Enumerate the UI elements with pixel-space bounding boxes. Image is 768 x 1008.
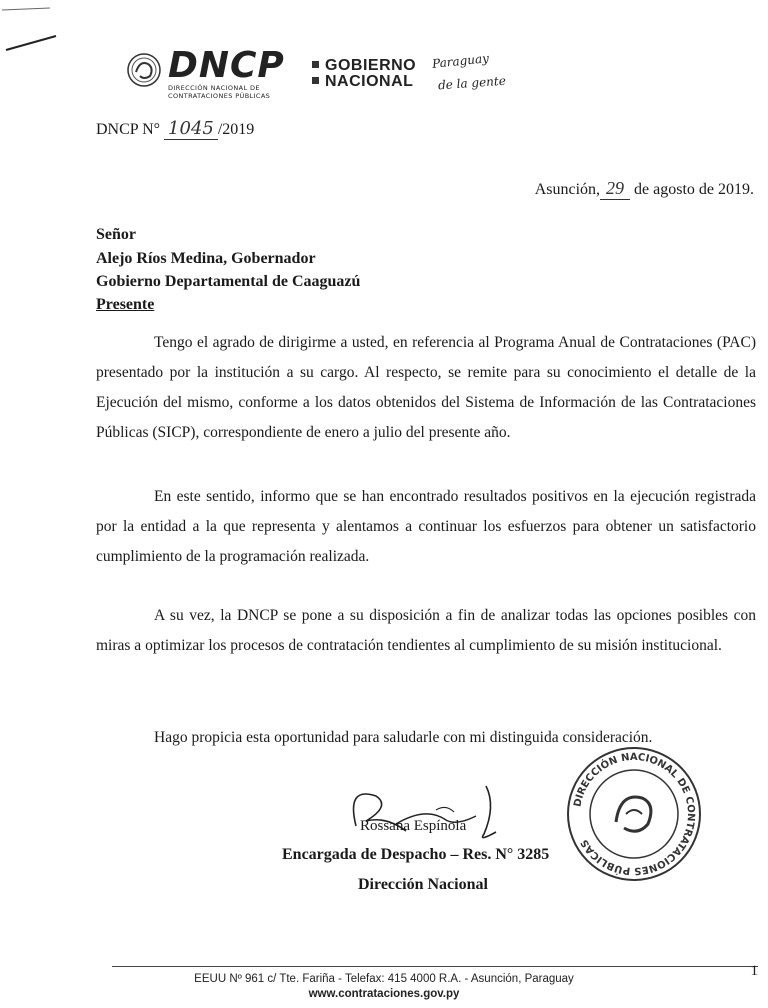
letter-date: Asunción, 29 de agosto de 2019. (534, 178, 754, 198)
signatory-title: Encargada de Despacho – Res. N° 3285 (282, 846, 550, 863)
addressee-salutation: Señor (96, 226, 136, 243)
handwritten-number: 1045 (164, 118, 218, 140)
body-paragraph-2: En este sentido, informo que se han encontrado resultados positivos en la ejecución registrada por la entidad a la que representa y alentamos a continuar los esfuerzos para obtener un satisfactorio cumplimiento de la programación realizada. (96, 488, 756, 565)
body-paragraph-4: Hago propicia esta oportunidad para saludarle con mi distinguida consideración. (154, 729, 653, 746)
dncp-emblem-icon (126, 52, 162, 88)
pen-mark (0, 0, 60, 60)
footer-divider (112, 966, 758, 967)
footer-address: EEUU Nº 961 c/ Tte. Fariña - Telefax: 415 4000 R.A. - Asunción, Paraguay (194, 973, 574, 985)
logo-wordmark: DNCP (168, 45, 285, 86)
handwritten-signature (336, 776, 526, 846)
addressee-institution: Gobierno Departamental de Caaguazú (96, 273, 361, 290)
logo-subtitle: DIRECCIÓN NACIONAL DE CONTRATACIONES PÚBLICAS (168, 84, 271, 100)
signatory-office: Dirección Nacional (358, 876, 488, 893)
body-paragraph-1: Tengo el agrado de dirigirme a usted, en referencia al Programa Anual de Contrataciones (PAC) presentado por la institución a su cargo. Al respecto, se remite para su conocimiento el detalle de la Ejecución del mismo, conforme a los datos obtenidos del Sistema de Información de las Contrataciones Públicas (SICP), correspondiente de enero a julio del presente año. (96, 334, 756, 441)
handwritten-day: 29 (600, 178, 630, 200)
gobierno-label: GOBIERNO (312, 57, 416, 75)
signatory-name: Rossana Espínola (360, 818, 467, 834)
slogan-line1: Paraguay (431, 51, 490, 71)
slogan-line2: de la gente (437, 73, 507, 93)
addressee-name: Alejo Ríos Medina, Gobernador (96, 250, 316, 267)
svg-text:DIRECCIÓN NACIONAL DE CONTRATA: DIRECCIÓN NACIONAL DE CONTRATACIONES PÚBLICAS (572, 751, 697, 877)
official-seal-icon (564, 744, 704, 884)
nacional-label: NACIONAL (312, 73, 413, 91)
body-paragraph-3: A su vez, la DNCP se pone a su disposición a fin de analizar todas las opciones posibles con miras a optimizar los procesos de contratación tendientes al cumplimiento de su misión institucional. (96, 607, 756, 654)
reference-number: DNCP N° 1045 /2019 (96, 118, 255, 139)
footer-website: www.contrataciones.gov.py (308, 988, 460, 1000)
page-number: 1 (750, 963, 758, 979)
addressee-presente: Presente (96, 296, 155, 313)
